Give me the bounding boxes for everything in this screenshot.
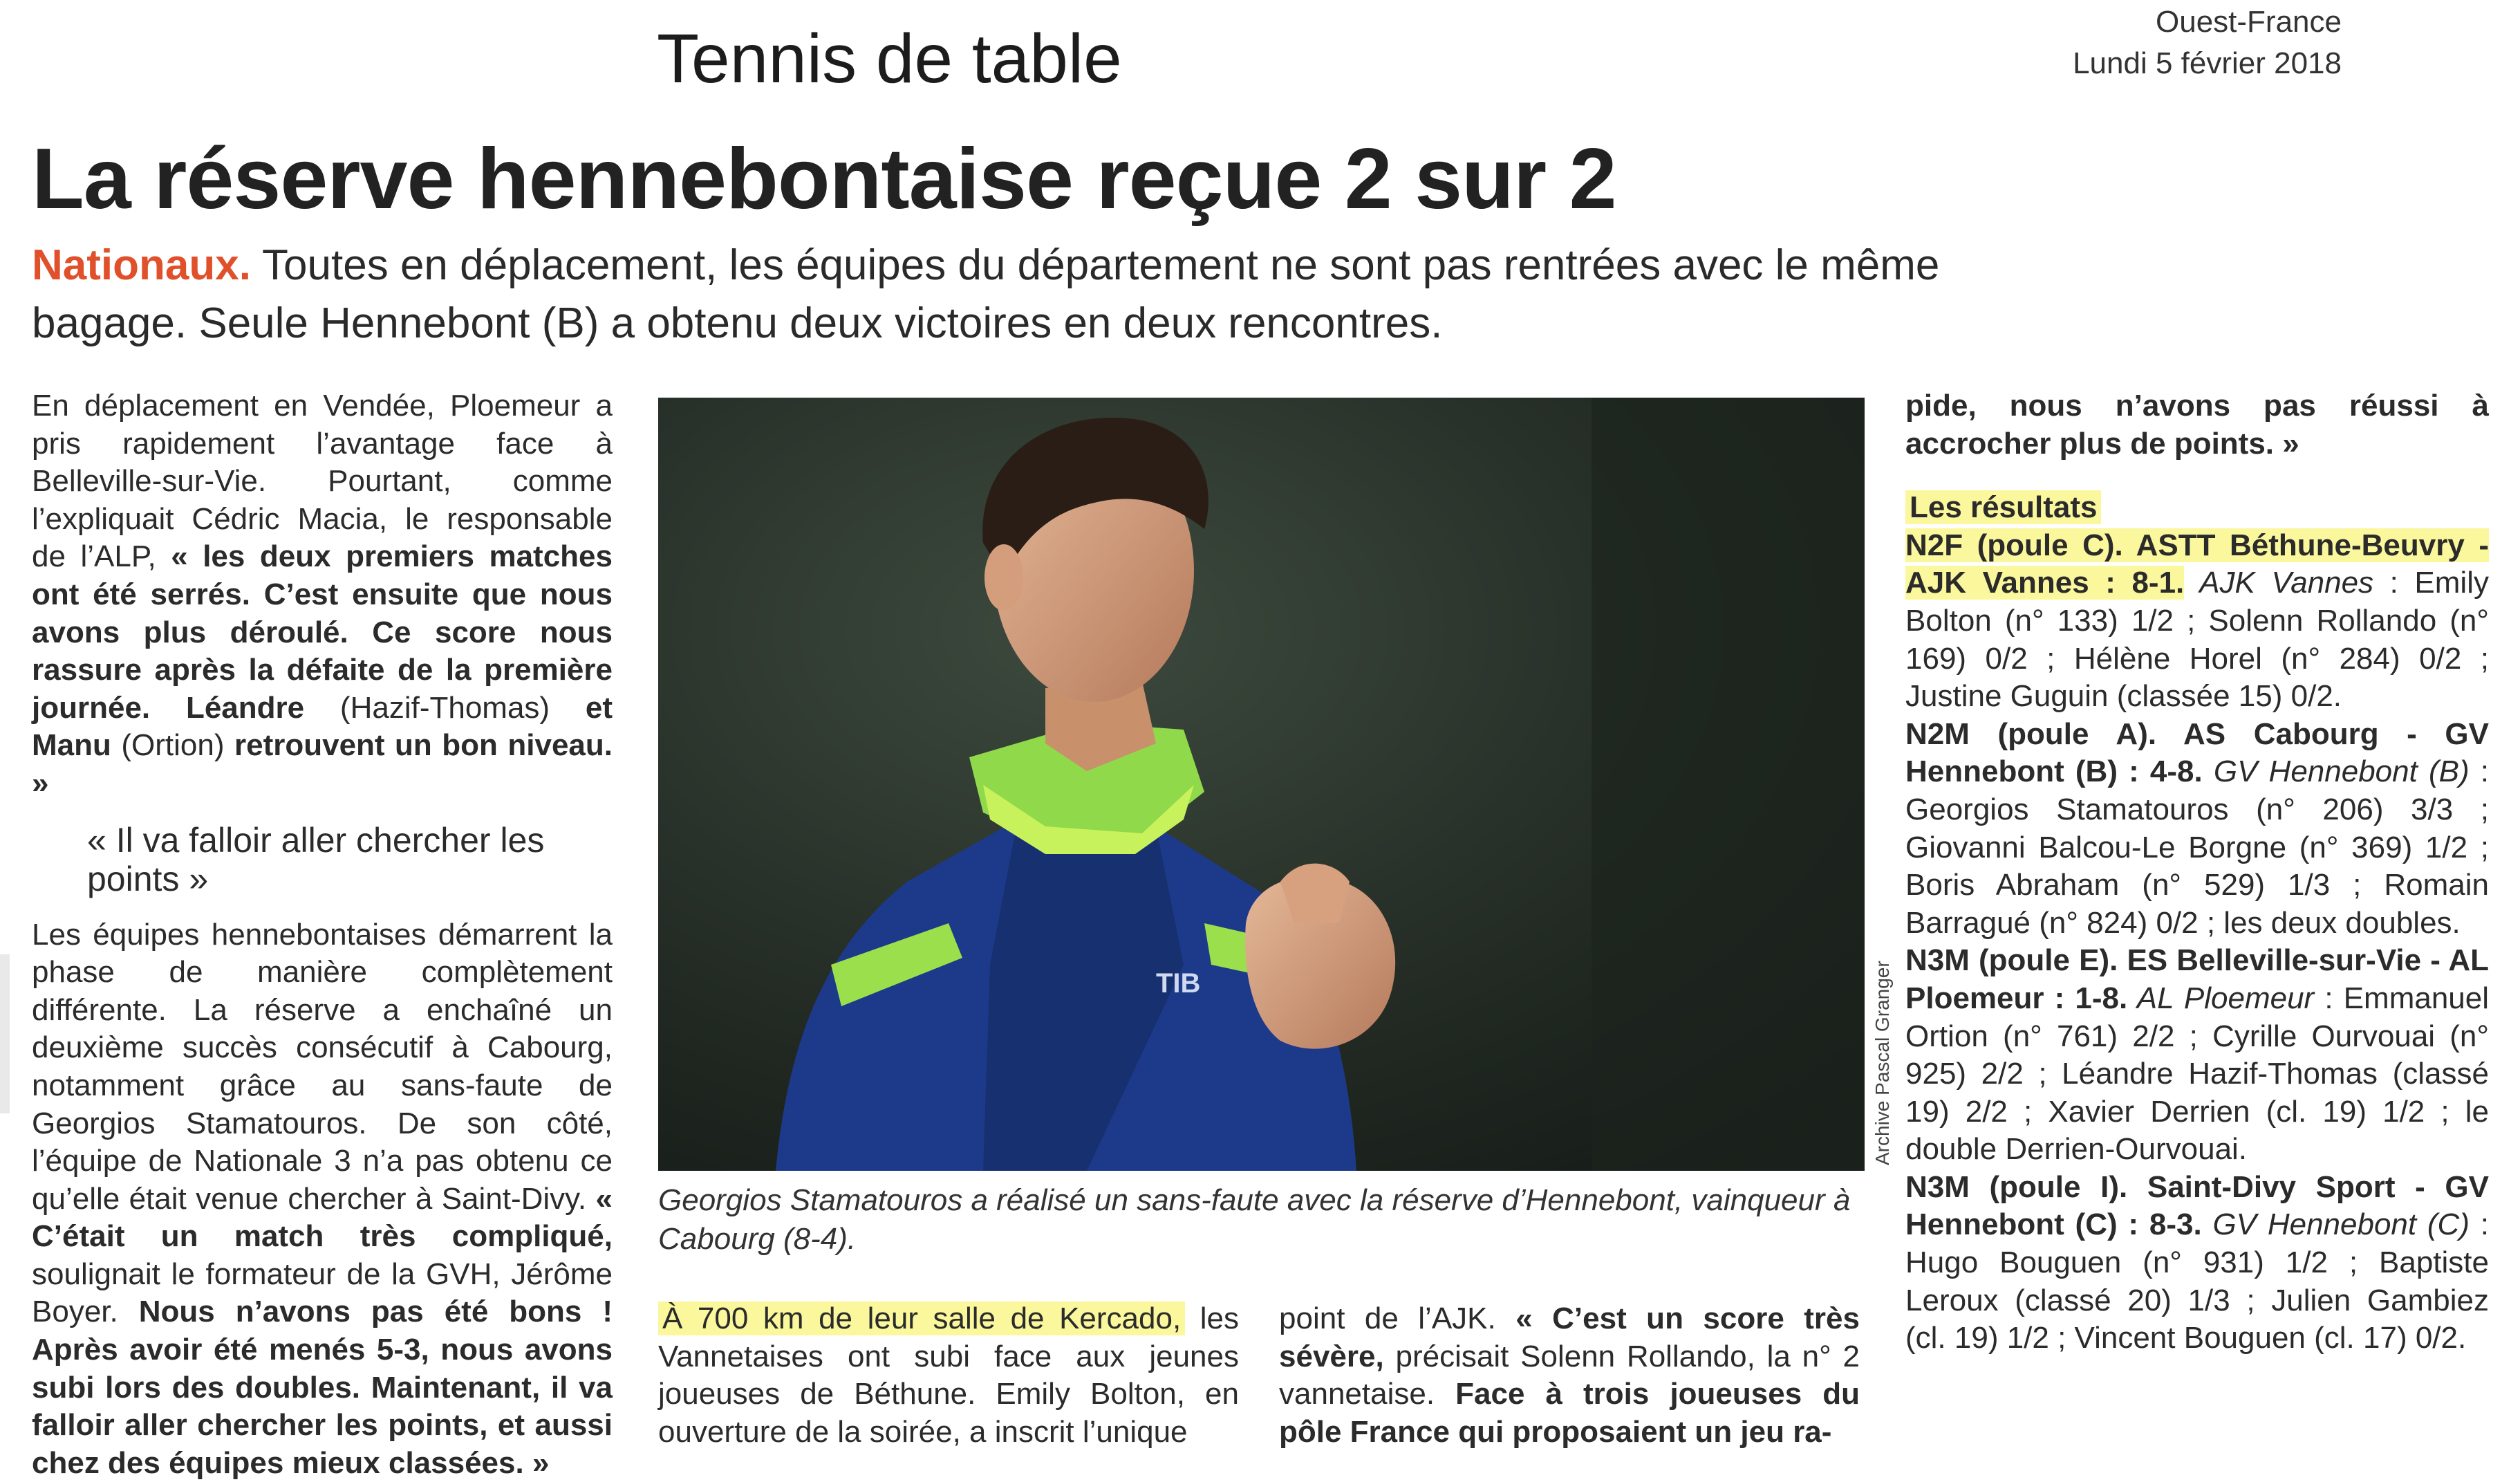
quote: Nous n’avons pas été bons ! Après avoir été menés 5-3, nous avons subi lors des doubles. Maintenant, il va falloir aller chercher les points, et aussi chez des équipes mieux classées. » bbox=[32, 1295, 613, 1480]
quote-aside: soulignait le formateur de la GVH, Jérôme Boyer. bbox=[32, 1257, 613, 1329]
results-column bbox=[1905, 387, 2489, 1358]
highlighted-text: À 700 km de leur salle de Kercado, bbox=[658, 1302, 1185, 1335]
result-heading: N2F (poule C). ASTT Béthune-Beuvry - AJK Vannes : 8-1. bbox=[1905, 528, 2489, 600]
quote-aside: (Ortion) bbox=[111, 728, 234, 763]
quote: « les deux premiers matches ont été serrés. C’est ensuite que nous avons plus déroulé. Ce score nous rassure après la défaite de la première journée. Léandre bbox=[32, 539, 613, 725]
article-photo bbox=[658, 398, 1865, 1171]
results-block bbox=[1905, 489, 2489, 1358]
photo-credit-text: Archive Pascal Granger bbox=[1872, 961, 1893, 1165]
quote-end: pide, nous n’avons pas réussi à accrocher plus de points. » bbox=[1905, 389, 2489, 461]
result-heading: N2M (poule A). AS Cabourg - GV Hennebont (B) : 4-8. bbox=[1905, 716, 2489, 789]
quote-aside: (Hazif-Thomas) bbox=[304, 690, 586, 725]
article-column-3 bbox=[1279, 1300, 1860, 1451]
subheading: « Il va falloir aller chercher les points » bbox=[87, 820, 545, 898]
body-text: Les équipes hennebontaises démarrent la phase de manière complètement différente. La réserve a enchaîné un deuxième succès consécutif à Cabourg, notamment grâce au sans-faute de Georgios Stamatouros. De son côté, l’équipe de Nationale 3 n’a pas obtenu ce qu’elle était venue chercher à Saint-Divy. bbox=[32, 917, 613, 1216]
page-edge-shadow bbox=[0, 954, 10, 1113]
results-title: Les résultats bbox=[1905, 490, 2101, 524]
shirt-logo: TIB bbox=[1156, 968, 1201, 999]
section-title: Tennis de table bbox=[657, 20, 1122, 98]
team-name: AJK Vannes bbox=[2184, 566, 2374, 600]
paragraph bbox=[32, 387, 613, 803]
intro-text: En déplacement en Vendée, Ploemeur a pris rapidement l’avantage face à Belleville-sur-Vie. Pourtant, comme l’expliquait Cédric Macia, le responsable de l’ALP, bbox=[32, 389, 613, 574]
headline: La réserve hennebontaise reçue 2 sur 2 bbox=[32, 131, 1616, 227]
body-text: les Vannetaises ont subi face aux jeunes joueuses de Béthune. Emily Bolton, en ouverture de la soirée, a inscrit l’unique bbox=[658, 1302, 1239, 1449]
quote-aside: précisait Solenn Rollando, la n° 2 vannetaise. bbox=[1279, 1339, 1860, 1411]
quote: « C’est un score très sévère, bbox=[1279, 1302, 1860, 1373]
result-details: : Emmanuel Ortion (n° 761) 2/2 ; Cyrille Ourvouai (n° 925) 2/2 ; Léandre Hazif-Thomas (classé 19) 2/2 ; Xavier Derrien (cl. 19) 1/2 ; le double Derrien-Ourvouai. bbox=[1905, 981, 2490, 1167]
paragraph bbox=[1905, 387, 2489, 463]
result-heading: N3M (poule I). Saint-Divy Sport - GV Hennebont (C) : 8-3. bbox=[1905, 1169, 2489, 1242]
photo-caption: Georgios Stamatouros a réalisé un sans-faute avec la réserve d’Hennebont, vainqueur à Cabourg (8-4). bbox=[658, 1183, 1851, 1256]
quote: Face à trois joueuses du pôle France qui proposaient un jeu ra- bbox=[1279, 1377, 1860, 1449]
article-column-2 bbox=[658, 1300, 1239, 1451]
deck-lead: Nationaux. bbox=[32, 241, 251, 289]
result-details: : Hugo Bouguen (n° 931) 1/2 ; Baptiste Leroux (classé 20) 1/3 ; Julien Gambiez (cl. 19) 1/2 ; Vincent Bouguen (cl. 17) 0/2. bbox=[1905, 1207, 2489, 1355]
result-heading: N3M (poule E). ES Belleville-sur-Vie - AL Ploemeur : 1-8. bbox=[1905, 943, 2489, 1015]
article-column-1 bbox=[32, 387, 613, 1482]
masthead bbox=[2073, 1, 2342, 84]
quote: et Manu bbox=[32, 690, 613, 763]
newspaper-name: Ouest-France bbox=[2156, 5, 2342, 39]
team-name: GV Hennebont (C) bbox=[2201, 1207, 2470, 1242]
body-text: point de l’AJK. bbox=[1279, 1302, 1516, 1335]
deck-text: Toutes en déplacement, les équipes du département ne sont pas rentrées avec le même bagage. Seule Hennebont (B) a obtenu deux victoires en deux rencontres. bbox=[32, 241, 1940, 347]
quote: retrouvent un bon niveau. » bbox=[32, 728, 613, 800]
player-photo-illustration bbox=[658, 398, 1865, 1171]
result-details: : Emily Bolton (n° 133) 1/2 ; Solenn Rollando (n° 169) 0/2 ; Hélène Horel (n° 284) 0/2 ; Justine Guguin (classée 15) 0/2. bbox=[1905, 566, 2489, 714]
paragraph bbox=[658, 1300, 1239, 1451]
result-details: : Georgios Stamatouros (n° 206) 3/3 ; Giovanni Balcou-Le Borgne (n° 369) 1/2 ; Boris Abraham (n° 529) 1/3 ; Romain Barragué (n° 824) 0/2 ; les deux doubles. bbox=[1905, 754, 2489, 940]
publication-date: Lundi 5 février 2018 bbox=[2073, 46, 2342, 80]
team-name: GV Hennebont (B) bbox=[2202, 754, 2470, 789]
paragraph bbox=[1279, 1300, 1860, 1451]
deck bbox=[32, 237, 2106, 353]
photo-credit bbox=[1865, 941, 1897, 1169]
paragraph bbox=[32, 916, 613, 1482]
quote: « C’était un match très compliqué, bbox=[32, 1181, 613, 1254]
team-name: AL Ploemeur bbox=[2127, 981, 2315, 1015]
